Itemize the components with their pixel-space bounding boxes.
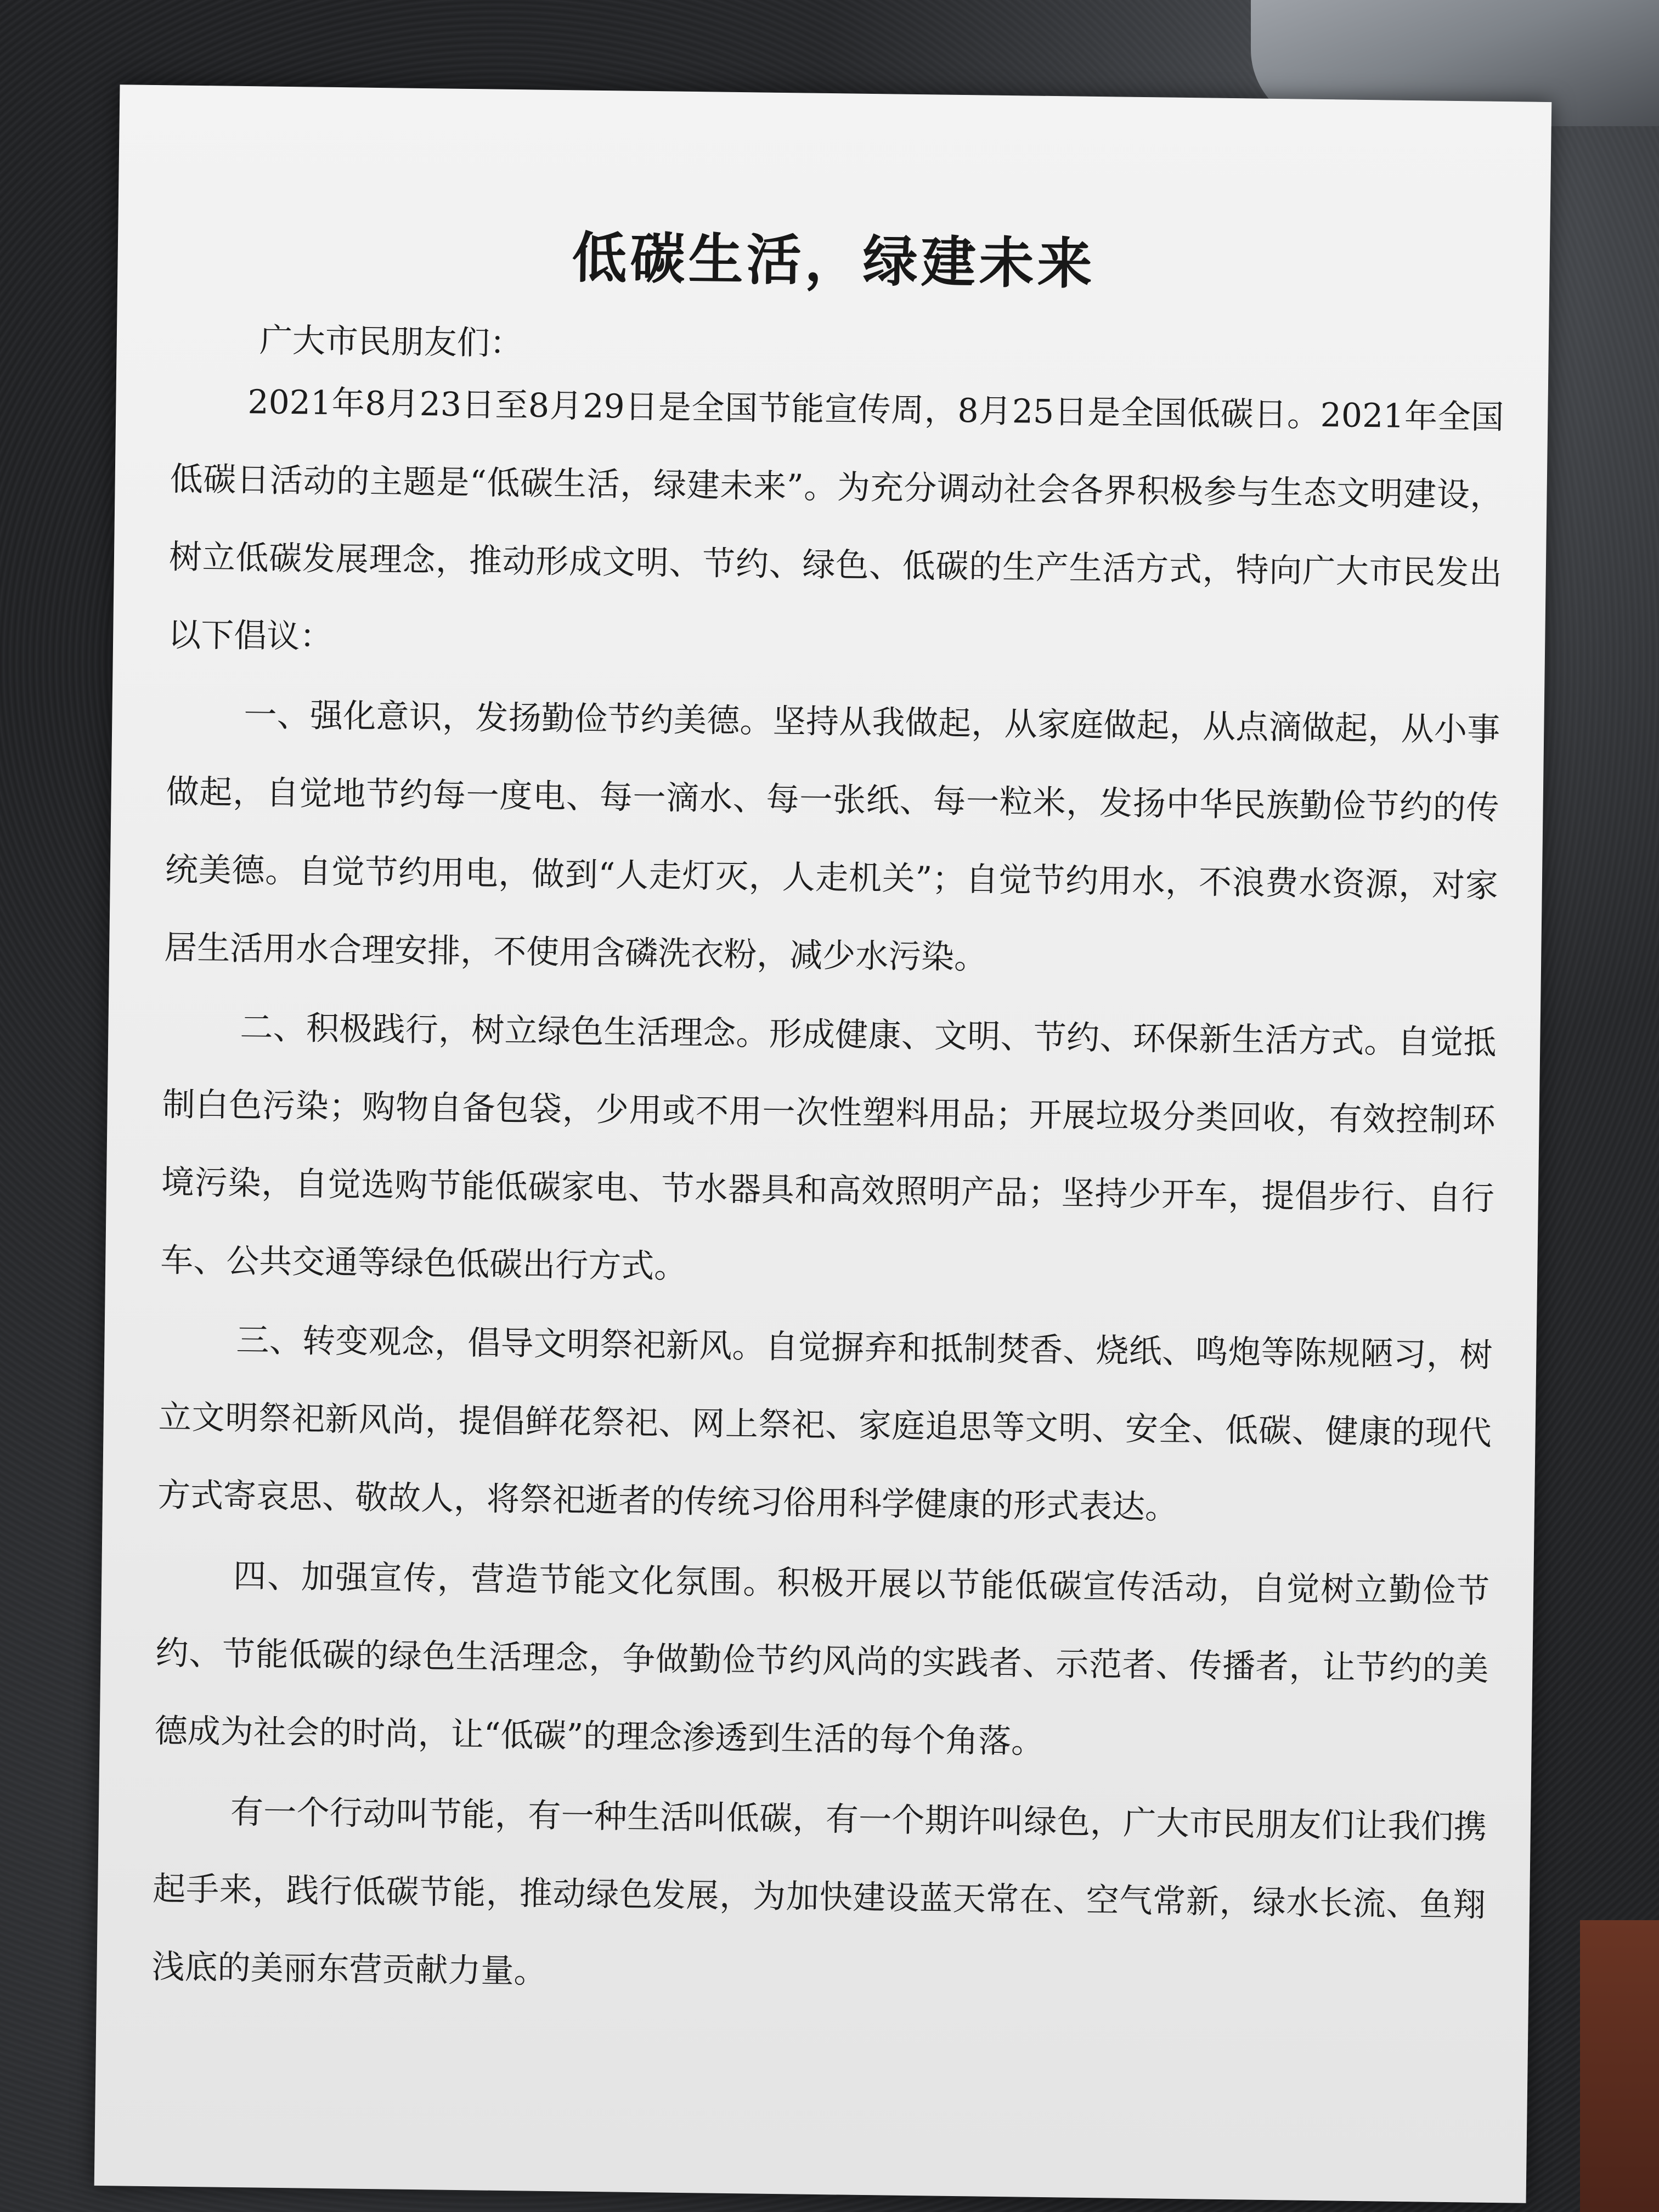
paragraph-item-2: 二、积极践行，树立绿色生活理念。形成健康、文明、节约、环保新生活方式。自觉抵制白色污染；购物自备包袋，少用或不用一次性塑料用品；开展垃圾分类回收，有效控制环境污染，自觉选购节能低碳家电、节水器具和高效照明产品；坚持少开车，提倡步行、自行车、公共交通等绿色低碳出行方式。 [160,1008,1497,1286]
paragraph-item-3: 三、转变观念，倡导文明祭祀新风。自觉摒弃和抵制焚香、烧纸、鸣炮等陈规陋习，树立文明祭祀新风尚，提倡鲜花祭祀、网上祭祀、家庭追思等文明、安全、低碳、健康的现代方式寄哀思、敬故人，将祭祀逝者的传统习俗用科学健康的形式表达。 [157,1321,1493,1527]
paragraph-item-4: 四、加强宣传，营造节能文化氛围。积极开展以节能低碳宣传活动，自觉树立勤俭节约、节能低碳的绿色生活理念，争做勤俭节约风尚的实践者、示范者、传播者，让节约的美德成为社会的时尚，让“低碳”的理念渗透到生活的每个角落。 [154,1556,1490,1762]
salutation: 广大市民朋友们： [259,321,523,363]
paragraph-closing: 有一个行动叫节能，有一种生活叫低碳，有一个期许叫绿色，广大市民朋友们让我们携起手来，践行低碳节能，推动绿色发展，为加快建设蓝天常在、空气常新，绿水长流、鱼翔浅底的美丽东营贡献力量。 [151,1792,1487,1991]
paragraph-item-1: 一、强化意识，发扬勤俭节约美德。坚持从我做起，从家庭做起，从点滴做起，从小事做起，自觉地节约每一度电、每一滴水、每一张纸、每一粒米，发扬中华民族勤俭节约的传统美德。自觉节约用电，做到“人走灯灭，人走机关”；自觉节约用水，不浪费水资源，对家居生活用水合理安排，不使用含磷洗衣粉，减少水污染。 [163,696,1500,977]
document-title: 低碳生活，绿建未来 [571,225,1096,296]
paragraph-intro: 2021年8月23日至8月29日是全国节能宣传周，8月25日是全国低碳日。2021年全国低碳日活动的主题是“低碳生活，绿建未来”。为充分调动社会各界积极参与生态文明建设，树立低碳发展理念，推动形成文明、节约、绿色、低碳的生产生活方式，特向广大市民发出以下倡议： [167,383,1504,657]
printed-notice-sheet [94,84,1552,2203]
wooden-table-edge [1580,1920,1659,2212]
